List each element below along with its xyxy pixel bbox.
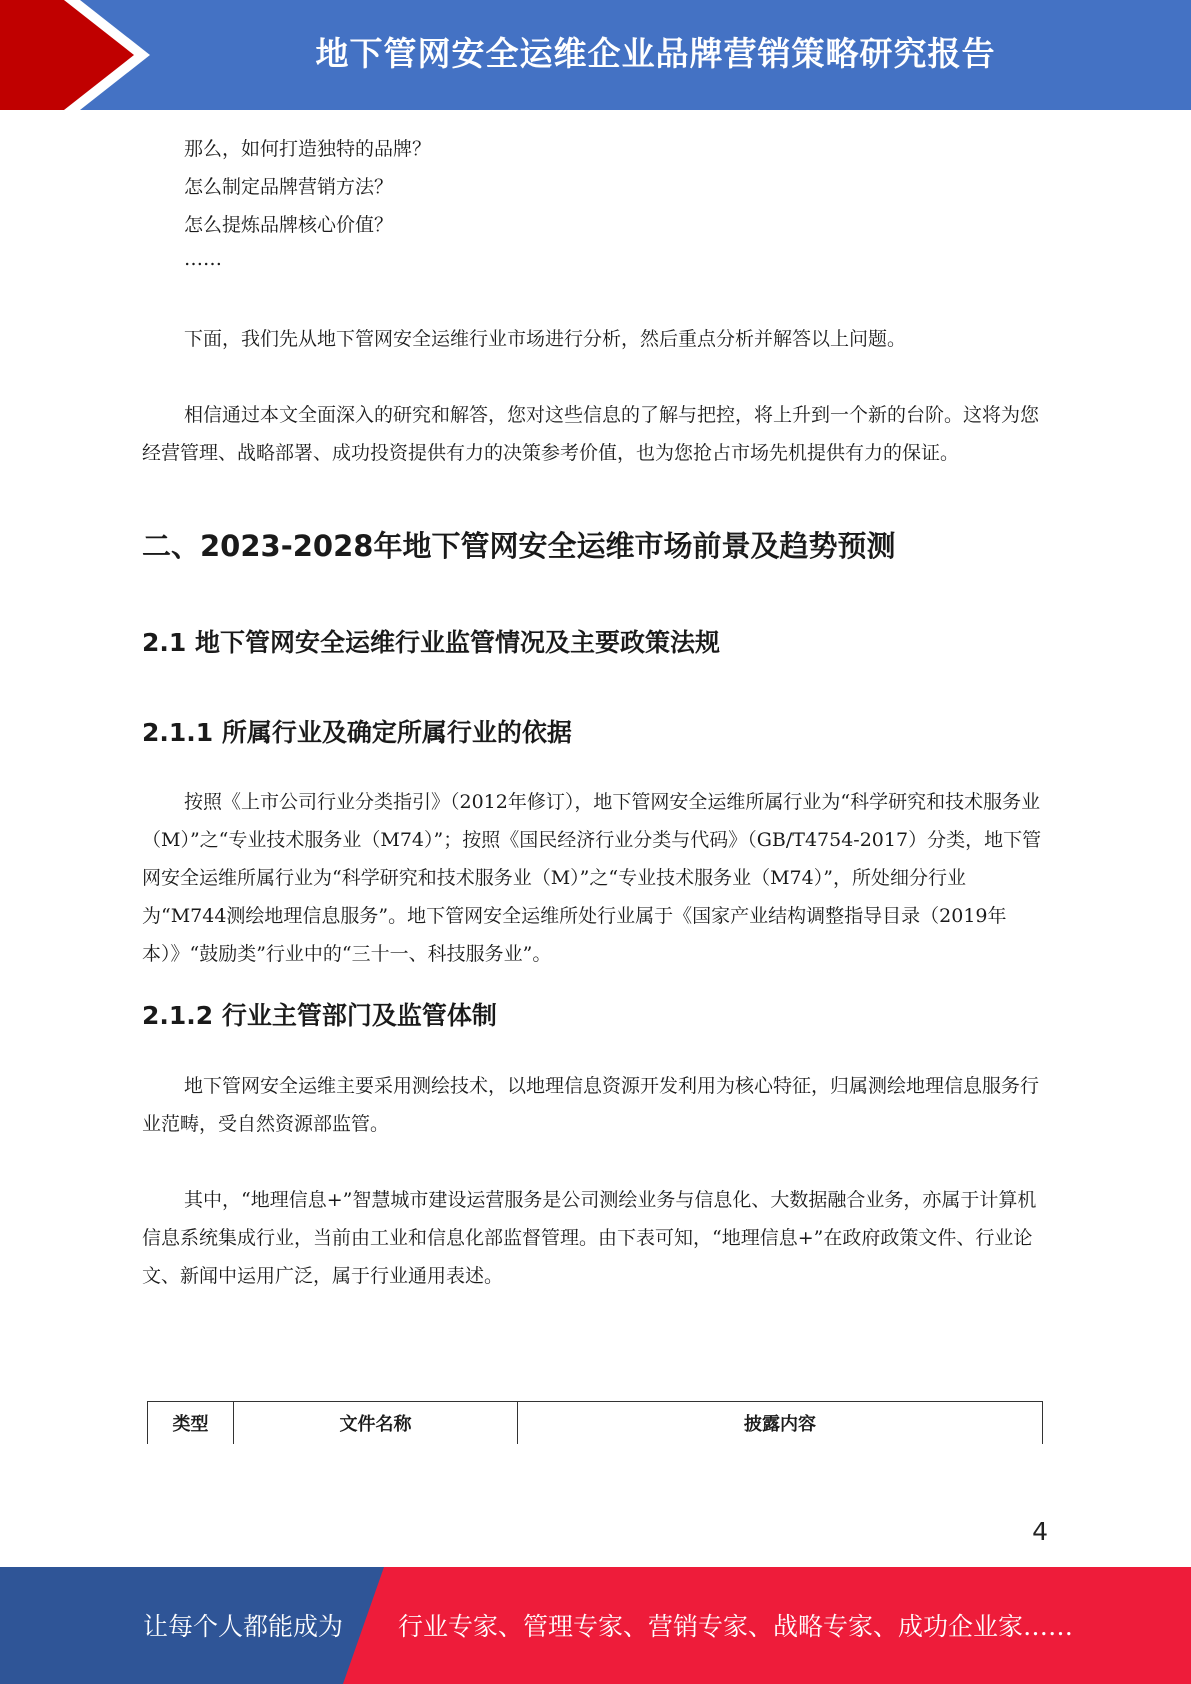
disclosure-table (147, 1401, 1043, 1444)
page-content (142, 130, 1046, 1295)
footer-slogan-right: 行业专家、管理专家、营销专家、战略专家、成功企业家…… (398, 1612, 1074, 1641)
question-3: 怎么提炼品牌核心价值？ (184, 214, 394, 236)
footer-slogan-left: 让每个人都能成为 (143, 1612, 344, 1641)
header-type: 类型 (148, 1402, 234, 1445)
footer-banner (0, 1567, 1191, 1684)
header-document-name: 文件名称 (234, 1402, 518, 1445)
section-heading-2-1-2: 2.1.2 行业主管部门及监管体制 (142, 1001, 497, 1030)
section-2-1-2-paragraph-2: 其中，“地理信息+”智慧城市建设运营服务是公司测绘业务与信息化、大数据融合业务，亦属于计算机信息系统集成行业，当前由工业和信息化部监督管理。由下表可知，“地理信息+”在政府政策文件、行业论文、新闻中运用广泛，属于行业通用表述。 (142, 1189, 1037, 1287)
section-heading-2: 二、2023-2028年地下管网安全运维市场前景及趋势预测 (142, 529, 896, 563)
section-2-1-2-paragraph-1: 地下管网安全运维主要采用测绘技术，以地理信息资源开发利用为核心特征，归属测绘地理信息服务行业范畴，受自然资源部监管。 (142, 1075, 1040, 1135)
document-title: 地下管网安全运维企业品牌营销策略研究报告 (315, 34, 996, 73)
header-banner (0, 0, 1191, 110)
ellipsis: …… (184, 248, 222, 270)
question-1: 那么，如何打造独特的品牌？ (184, 138, 432, 160)
page-number: 4 (1032, 1517, 1048, 1546)
table-header-row (148, 1402, 1043, 1445)
question-2: 怎么制定品牌营销方法？ (184, 176, 394, 198)
section-2-1-1-paragraph: 按照《上市公司行业分类指引》（2012年修订），地下管网安全运维所属行业为“科学研究和技术服务业（M）”之“专业技术服务业（M74）”；按照《国民经济行业分类与代码》（GB/T4754-2017）分类，地下管网安全运维所属行业为“科学研究和技术服务业（M）”之“专业技术服务业（M74）”，所处细分行业为“M744测绘地理信息服务”。地下管网安全运维所处行业属于《国家产业结构调整指导目录（2019年本）》“鼓励类”行业中的“三十一、科技服务业”。 (142, 791, 1042, 965)
header-disclosure-content: 披露内容 (518, 1402, 1043, 1445)
section-heading-2-1-1: 2.1.1 所属行业及确定所属行业的依据 (142, 718, 572, 747)
section-heading-2-1: 2.1 地下管网安全运维行业监管情况及主要政策法规 (142, 628, 720, 657)
intro-paragraph-1: 下面，我们先从地下管网安全运维行业市场进行分析，然后重点分析并解答以上问题。 (184, 328, 907, 350)
intro-paragraph-2: 相信通过本文全面深入的研究和解答，您对这些信息的了解与把控，将上升到一个新的台阶。这将为您经营管理、战略部署、成功投资提供有力的决策参考价值，也为您抢占市场先机提供有力的保证。 (142, 404, 1040, 464)
